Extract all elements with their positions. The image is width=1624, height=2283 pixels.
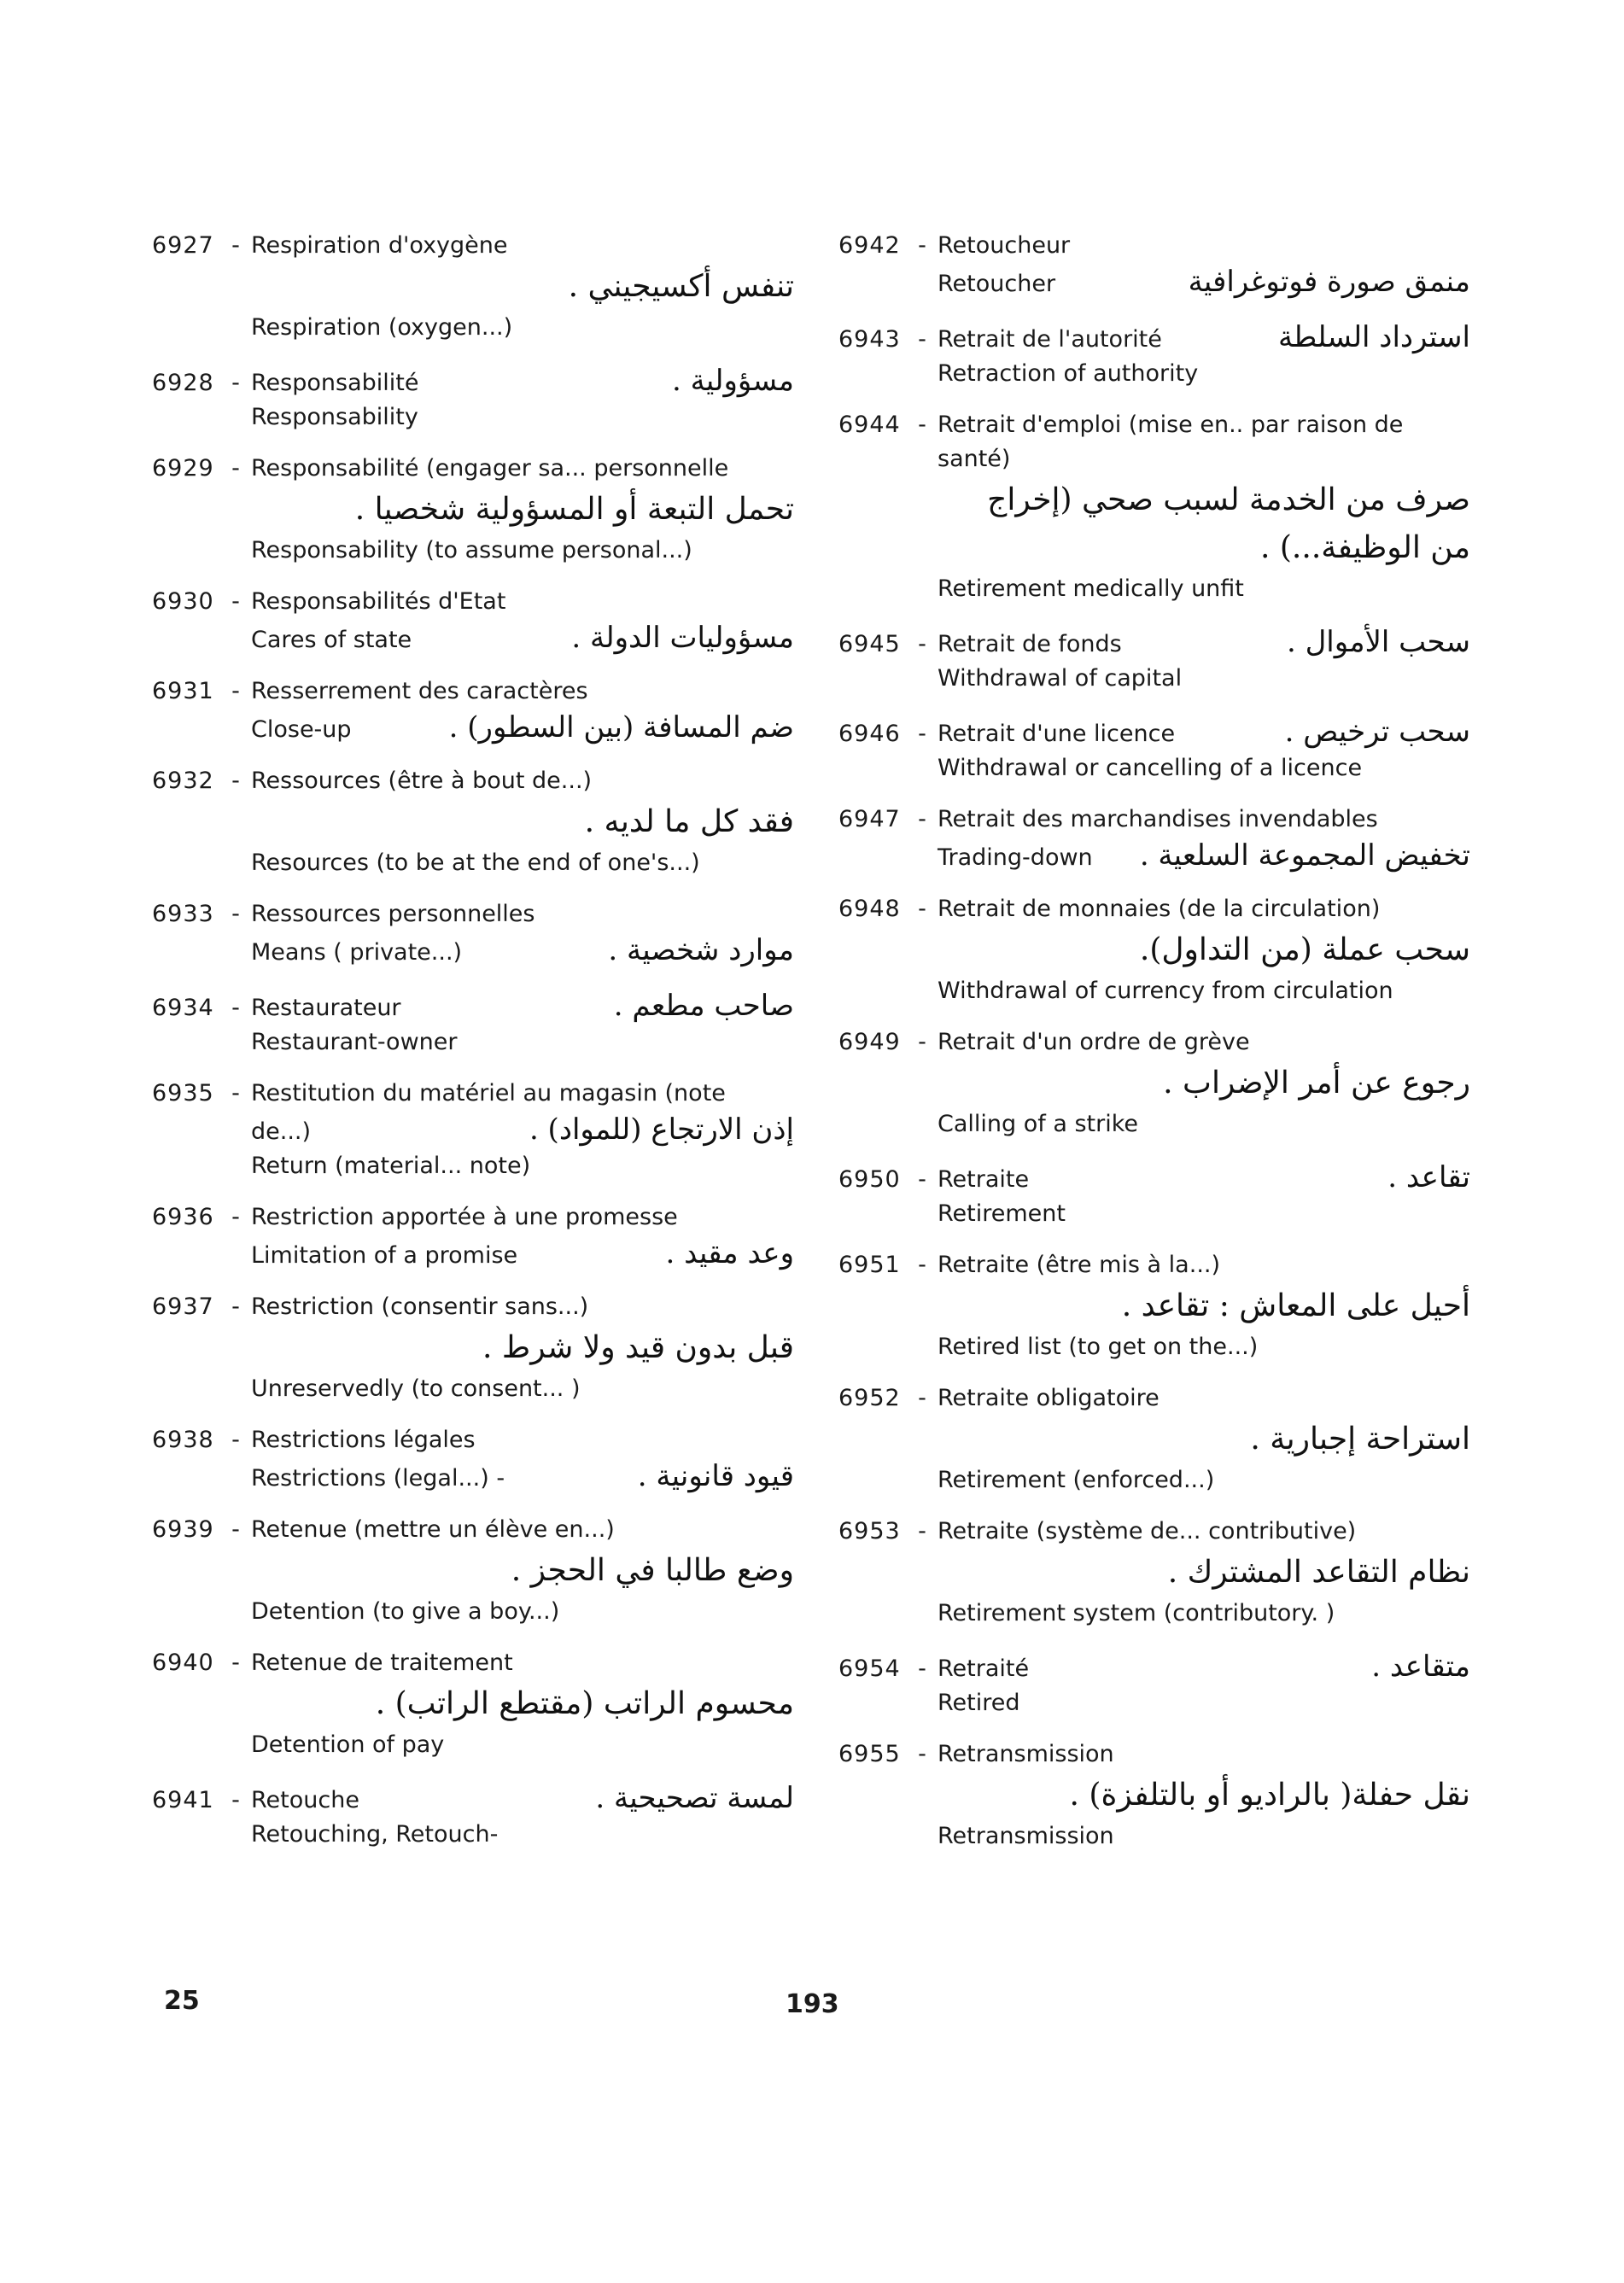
english-term: Trading-down — [938, 844, 1093, 871]
english-term: Withdrawal of currency from circulation — [938, 978, 1393, 1004]
english-term: Retouching, Retouch- — [251, 1821, 499, 1848]
entry-number: 6947 — [838, 806, 901, 832]
french-term: Retrait d'une licence — [938, 721, 1176, 747]
english-term: Retransmission — [938, 1823, 1114, 1849]
english-term: Restrictions (legal...) - — [251, 1465, 505, 1492]
entry-number: 6949 — [838, 1029, 901, 1055]
english-term: Respiration (oxygen...) — [251, 314, 513, 341]
entry-6955: 6955 - Retransmission نقل حفلة( بالراديو أو بالتلفزة) . Retransmission — [838, 1737, 1470, 1854]
entry-6934: 6934 - Restaurateur صاحب مطعم . Restaurant-owner — [152, 987, 794, 1060]
entry-number: 6934 — [152, 995, 214, 1021]
french-term: Responsabilité (engager sa... personnelle — [251, 455, 729, 482]
arabic-term: إذن الارتجاع (للمواد) . — [529, 1112, 794, 1147]
arabic-term: تخفيض المجموعة السلعية . — [1139, 838, 1470, 873]
entry-number: 6930 — [152, 588, 214, 615]
entry-number: 6932 — [152, 768, 214, 794]
entry-6943: 6943 - Retrait de l'autorité استرداد السلطة Retraction of authority — [838, 318, 1470, 391]
arabic-term: نقل حفلة( بالراديو أو بالتلفزة) . — [1069, 1778, 1470, 1813]
french-term: Retraite (être mis à la...) — [938, 1252, 1221, 1278]
arabic-term: أحيل على المعاش : تقاعد . — [1121, 1288, 1470, 1323]
entry-6930: 6930 - Responsabilités d'Etat Cares of state مسؤوليات الدولة . — [152, 585, 794, 657]
french-term: Ressources (être à bout de...) — [251, 768, 593, 794]
entry-6953: 6953 - Retraite (système de... contributive) نظام التقاعد المشترك . Retirement system (contributory. ) — [838, 1515, 1470, 1631]
french-term: Restriction (consentir sans...) — [251, 1293, 589, 1320]
entry-number: 6942 — [838, 232, 901, 259]
arabic-term: موارد شخصية . — [608, 933, 794, 967]
french-term-continued: santé) — [938, 446, 1011, 472]
french-term: Retransmission — [938, 1741, 1114, 1767]
english-term: Close-up — [251, 716, 352, 743]
english-term: Retirement — [938, 1200, 1066, 1227]
french-term: Resserrement des caractères — [251, 678, 588, 704]
entry-number: 6933 — [152, 901, 214, 927]
arabic-term: متقاعد . — [1371, 1649, 1470, 1684]
english-term: Unreservedly (to consent... ) — [251, 1375, 581, 1402]
english-term: Retoucher — [938, 271, 1056, 297]
entry-6952: 6952 - Retraite obligatoire استراحة إجبارية . Retirement (enforced...) — [838, 1381, 1470, 1498]
french-term: Retouche — [251, 1787, 359, 1813]
french-term: Retraité — [938, 1655, 1030, 1682]
entry-6950: 6950 - Retraite تقاعد . Retirement — [838, 1159, 1470, 1231]
english-term: Limitation of a promise — [251, 1242, 518, 1269]
entry-number: 6953 — [838, 1518, 901, 1544]
arabic-term: تقاعد . — [1387, 1160, 1470, 1194]
entry-6928: 6928 - Responsabilité مسؤولية . Responsability — [152, 362, 794, 435]
english-term: Cares of state — [251, 627, 412, 653]
arabic-term: تنفس أكسيجيني . — [568, 269, 794, 304]
footer-left-number: 25 — [164, 1986, 200, 2016]
entry-6944: 6944 - Retrait d'emploi (mise en.. par raison de santé) صرف من الخدمة لسبب صحي (إخراج من الوظيفة...) . Retirement medically unfit — [838, 408, 1470, 606]
french-term: Ressources personnelles — [251, 901, 535, 927]
english-term: Responsability (to assume personal...) — [251, 537, 692, 563]
french-term: Restaurateur — [251, 995, 401, 1021]
arabic-term: استراحة إجبارية . — [1250, 1422, 1470, 1457]
english-term: Withdrawal of capital — [938, 665, 1183, 692]
french-term: Retraite (système de... contributive) — [938, 1518, 1357, 1544]
entry-number: 6945 — [838, 631, 901, 657]
entry-number: 6943 — [838, 326, 901, 353]
arabic-term: سحب الأموال . — [1286, 625, 1470, 659]
entry-6935: 6935 - Restitution du matériel au magasin (note de...) إذن الارتجاع (للمواد) . Return (material... note) — [152, 1077, 794, 1183]
arabic-term: استرداد السلطة — [1277, 320, 1470, 354]
arabic-term: مسؤولية . — [672, 364, 794, 398]
entry-6948: 6948 - Retrait de monnaies (de la circulation) سحب عملة (من التداول). Withdrawal of currency from circulation — [838, 892, 1470, 1008]
entry-number: 6928 — [152, 370, 214, 396]
french-term: Responsabilité — [251, 370, 419, 396]
arabic-term: لمسة تصحيحية . — [595, 1781, 794, 1815]
arabic-term: سحب عملة (من التداول). — [1139, 932, 1470, 967]
arabic-term: نظام التقاعد المشترك . — [1167, 1555, 1470, 1590]
entry-6946: 6946 - Retrait d'une licence سحب ترخيص . Withdrawal or cancelling of a licence — [838, 713, 1470, 785]
entry-number: 6935 — [152, 1080, 214, 1106]
french-term: Retraite obligatoire — [938, 1385, 1160, 1411]
entry-6931: 6931 - Resserrement des caractères Close-up ضم المسافة (بين السطور) . — [152, 674, 794, 747]
french-term: Restrictions légales — [251, 1427, 476, 1453]
entry-number: 6946 — [838, 721, 901, 747]
french-term: Restriction apportée à une promesse — [251, 1204, 678, 1230]
french-term: Retrait de fonds — [938, 631, 1122, 657]
arabic-term-continued: من الوظيفة...) . — [1260, 530, 1470, 565]
page-number: 193 — [786, 1989, 839, 2019]
arabic-term: مسؤوليات الدولة . — [571, 621, 794, 655]
entry-number: 6941 — [152, 1787, 214, 1813]
english-term: Detention of pay — [251, 1731, 445, 1758]
arabic-term: محسوم الراتب (مقتطع الراتب) . — [375, 1686, 794, 1721]
french-term: Retenue (mettre un élève en...) — [251, 1516, 615, 1543]
english-term: Retired — [938, 1690, 1020, 1716]
entry-number: 6938 — [152, 1427, 214, 1453]
french-term: Respiration d'oxygène — [251, 232, 508, 259]
entry-6947: 6947 - Retrait des marchandises invendables Trading-down تخفيض المجموعة السلعية . — [838, 803, 1470, 875]
french-term: Retoucheur — [938, 232, 1071, 259]
entry-6954: 6954 - Retraité متقاعد . Retired — [838, 1648, 1470, 1720]
arabic-term: وضع طالبا في الحجز . — [511, 1553, 794, 1588]
arabic-term: قبل بدون قيد ولا شرط . — [482, 1330, 794, 1365]
french-term: Retraite — [938, 1166, 1030, 1193]
english-term: Retraction of authority — [938, 360, 1199, 387]
arabic-term: وعد مقيد . — [665, 1236, 794, 1270]
entry-6945: 6945 - Retrait de fonds سحب الأموال . Withdrawal of capital — [838, 623, 1470, 696]
entry-6936: 6936 - Restriction apportée à une promesse Limitation of a promise وعد مقيد . — [152, 1200, 794, 1273]
entry-number: 6937 — [152, 1293, 214, 1320]
entry-6939: 6939 - Retenue (mettre un élève en...) وضع طالبا في الحجز . Detention (to give a boy...) — [152, 1513, 794, 1629]
right-column — [838, 229, 1470, 1871]
english-term: Means ( private...) — [251, 939, 463, 966]
entry-6929: 6929 - Responsabilité (engager sa... personnelle تحمل التبعة أو المسؤولية شخصيا . Responsability (to assume personal...) — [152, 452, 794, 568]
arabic-term: صاحب مطعم . — [613, 989, 794, 1023]
entry-number: 6944 — [838, 412, 901, 438]
entry-6942: 6942 - Retoucheur Retoucher منمق صورة فوتوغرافية — [838, 229, 1470, 301]
entry-number: 6927 — [152, 232, 214, 259]
entry-6933: 6933 - Ressources personnelles Means ( private...) موارد شخصية . — [152, 897, 794, 970]
english-term: Responsability — [251, 404, 418, 430]
arabic-term: تحمل التبعة أو المسؤولية شخصيا . — [354, 492, 794, 527]
entry-number: 6948 — [838, 896, 901, 922]
entry-number: 6931 — [152, 678, 214, 704]
english-term: Withdrawal or cancelling of a licence — [938, 755, 1363, 781]
entry-6927: 6927 - Respiration d'oxygène تنفس أكسيجيني . Respiration (oxygen...) — [152, 229, 794, 345]
entry-number: 6940 — [152, 1649, 214, 1676]
english-term: Retirement (enforced...) — [938, 1467, 1215, 1493]
english-term: Retired list (to get on the...) — [938, 1334, 1259, 1360]
french-term: Restitution du matériel au magasin (note — [251, 1080, 726, 1106]
french-term: Retrait d'un ordre de grève — [938, 1029, 1250, 1055]
entry-number: 6929 — [152, 455, 214, 482]
english-term: Retirement system (contributory. ) — [938, 1600, 1335, 1626]
french-term: Retrait des marchandises invendables — [938, 806, 1378, 832]
entry-6951: 6951 - Retraite (être mis à la...) أحيل على المعاش : تقاعد . Retired list (to get on the...) — [838, 1248, 1470, 1364]
french-term: Retrait de l'autorité — [938, 326, 1162, 353]
entry-number: 6952 — [838, 1385, 901, 1411]
entry-6937: 6937 - Restriction (consentir sans...) قبل بدون قيد ولا شرط . Unreservedly (to consent... ) — [152, 1290, 794, 1406]
english-term: Restaurant-owner — [251, 1029, 458, 1055]
english-term: Detention (to give a boy...) — [251, 1598, 560, 1625]
arabic-term: سحب ترخيص . — [1284, 715, 1470, 749]
entry-number: 6955 — [838, 1741, 901, 1767]
entry-6940: 6940 - Retenue de traitement محسوم الراتب (مقتطع الراتب) . Detention of pay — [152, 1646, 794, 1762]
entry-number: 6951 — [838, 1252, 901, 1278]
entry-6941: 6941 - Retouche لمسة تصحيحية . Retouching, Retouch- — [152, 1779, 794, 1852]
entry-6938: 6938 - Restrictions légales Restrictions (legal...) - قيود قانونية . — [152, 1423, 794, 1496]
arabic-term: فقد كل ما لديه . — [584, 804, 794, 839]
french-term: Retrait de monnaies (de la circulation) — [938, 896, 1381, 922]
english-term: Retirement medically unfit — [938, 575, 1244, 602]
arabic-term: قيود قانونية . — [637, 1459, 794, 1493]
arabic-term: منمق صورة فوتوغرافية — [1188, 265, 1470, 299]
english-term: Return (material... note) — [251, 1153, 531, 1179]
english-term: Calling of a strike — [938, 1111, 1139, 1137]
entry-number: 6950 — [838, 1166, 901, 1193]
arabic-term: ضم المسافة (بين السطور) . — [448, 710, 794, 744]
french-term-continued: de...) — [251, 1118, 312, 1145]
english-term: Resources (to be at the end of one's...) — [251, 850, 700, 876]
entry-6949: 6949 - Retrait d'un ordre de grève رجوع عن أمر الإضراب . Calling of a strike — [838, 1025, 1470, 1142]
french-term: Retenue de traitement — [251, 1649, 513, 1676]
french-term: Responsabilités d'Etat — [251, 588, 506, 615]
entry-number: 6954 — [838, 1655, 901, 1682]
arabic-term: رجوع عن أمر الإضراب . — [1163, 1066, 1470, 1101]
arabic-term: صرف من الخدمة لسبب صحي (إخراج — [987, 482, 1470, 517]
french-term: Retrait d'emploi (mise en.. par raison de — [938, 412, 1404, 438]
entry-number: 6939 — [152, 1516, 214, 1543]
entry-6932: 6932 - Ressources (être à bout de...) فقد كل ما لديه . Resources (to be at the end of one's...) — [152, 764, 794, 880]
left-column — [152, 229, 794, 1869]
entry-number: 6936 — [152, 1204, 214, 1230]
